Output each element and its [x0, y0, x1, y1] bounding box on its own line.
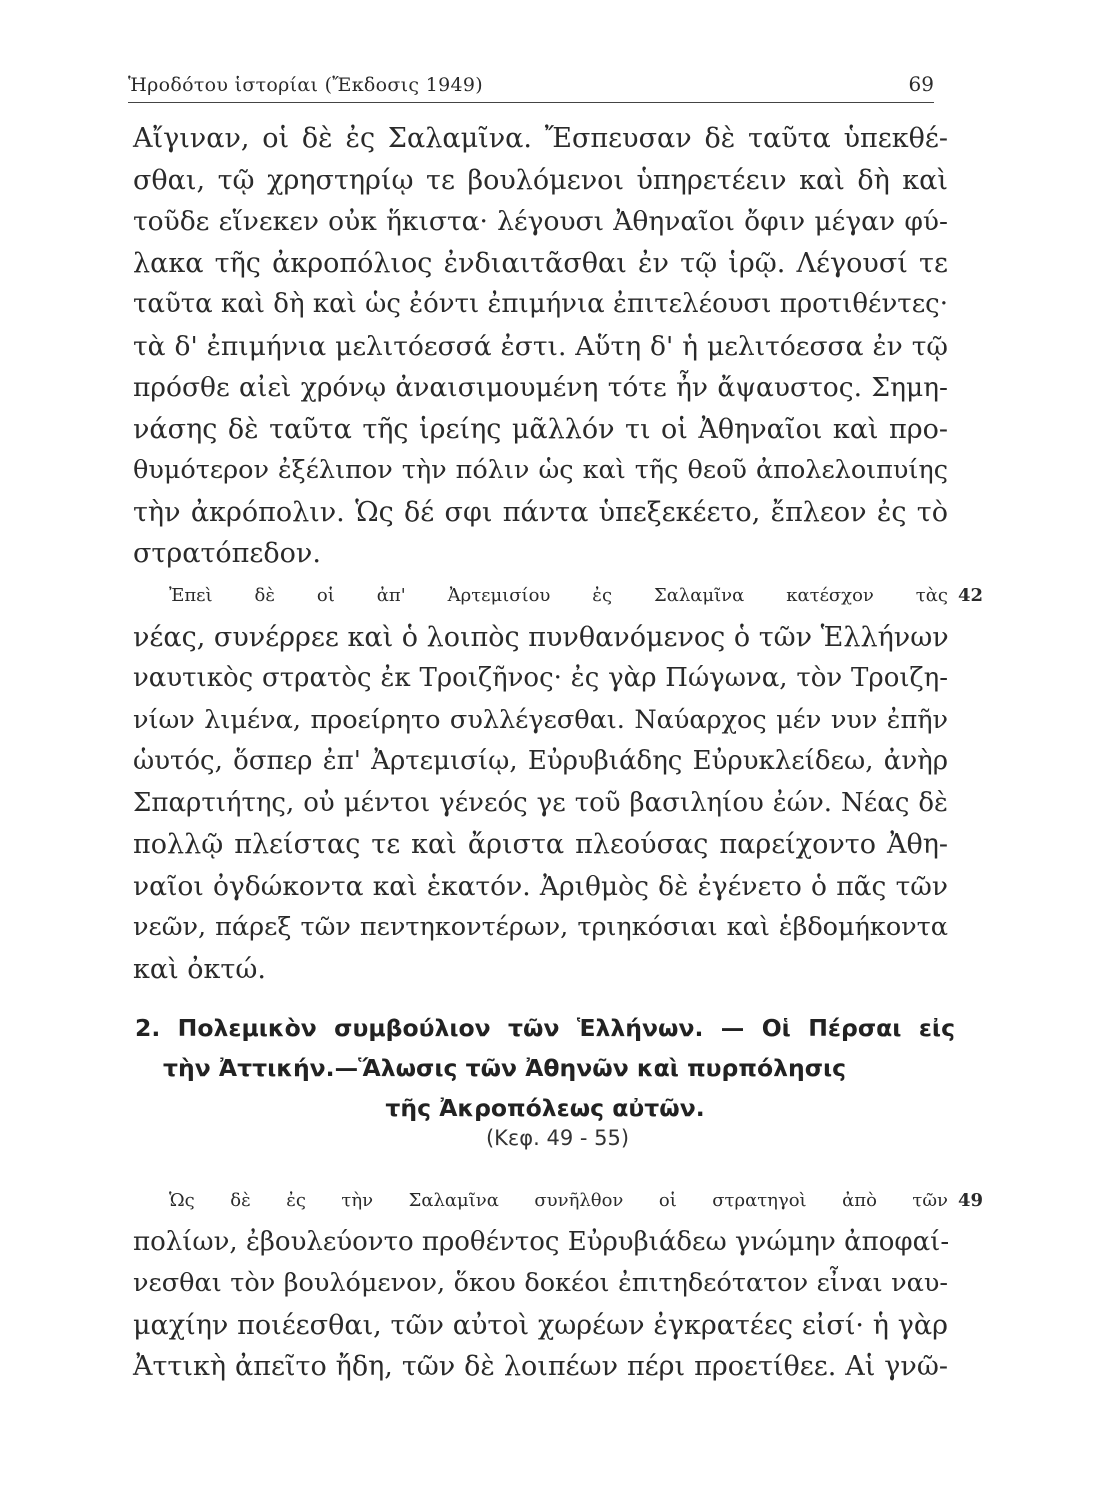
- text-line: μαχίην ποιέεσθαι, τῶν αὐτοὶ χωρέων ἐγκρατέες εἰσί· ἡ γὰρ: [133, 1309, 948, 1341]
- text-line: πολίων, ἐβουλεύοντο προθέντος Εὐρυβιάδεω γνώμην ἀποφαί-: [133, 1226, 950, 1257]
- text-line: πρόσθε αἰεὶ χρόνῳ ἀναισιμουμένη τότε ἦν ἄψαυστος. Σημη-: [133, 372, 948, 403]
- paragraph-2: [133, 575, 984, 990]
- chapter-reference: (Κεφ. 49 - 55): [485, 1126, 630, 1150]
- text-line: ναυτικὸς στρατὸς ἐκ Τροιζῆνος· ἐς γὰρ Πώγωνα, τὸν Τροιζη-: [133, 663, 948, 693]
- text-line: λακα τῆς ἀκροπόλιος ἐνδιαιτᾶσθαι ἐν τῷ ἱρῷ. Λέγουσί τε: [133, 247, 948, 279]
- text-line: σθαι, τῷ χρηστηρίῳ τε βουλόμενοι ὑπηρετέειν καὶ δὴ καὶ: [133, 164, 948, 196]
- page-number: 69: [908, 72, 934, 96]
- text-line: νεσθαι τὸν βουλόμενον, ὅκου δοκέοι ἐπιτηδεότατον εἶναι ναυ-: [133, 1268, 948, 1298]
- text-line: τὰ δ' ἐπιμήνια μελιτόεσσά ἐστι. Αὕτη δ' ἡ μελιτόεσσα ἐν τῷ: [133, 330, 948, 362]
- text-line: ὡυτός, ὅσπερ ἐπ' Ἀρτεμισίῳ, Εὐρυβιάδης Εὐρυκλείδεω, ἀνὴρ: [133, 746, 948, 776]
- text-line: ναῖοι ὀγδώκοντα καὶ ἑκατόν. Ἀριθμὸς δὲ ἐγένετο ὁ πᾶς τῶν: [133, 870, 948, 902]
- text-line: [133, 575, 984, 617]
- chapter-number-margin: 42: [958, 585, 984, 606]
- text-line: καὶ ὀκτώ.: [133, 953, 266, 985]
- text-line: νέας, συνέρρεε καὶ ὁ λοιπὸς πυνθανόμενος ὁ τῶν Ἑλλήνων: [133, 621, 949, 653]
- text-line: νάσης δὲ ταῦτα τῆς ἱρείης μᾶλλόν τι οἱ Ἀθηναῖοι καὶ προ-: [133, 413, 948, 445]
- text-line: ταῦτα καὶ δὴ καὶ ὡς ἐόντι ἐπιμήνια ἐπιτελέουσι προτιθέντες·: [133, 289, 948, 319]
- text-line: Ἀττικὴ ἀπεῖτο ἤδη, τῶν δὲ λοιπέων πέρι προετίθεε. Αἱ γνῶ-: [133, 1351, 948, 1382]
- text-line: [133, 1180, 984, 1222]
- text-line-content: Ὡς δὲ ἐς τὴν Σαλαμῖνα συνῆλθον οἱ στρατηγοὶ ἀπὸ τῶν: [169, 1190, 948, 1211]
- paragraph-1: [133, 118, 948, 575]
- text-line: στρατόπεδον.: [133, 538, 321, 569]
- running-header: [128, 70, 934, 103]
- text-line: νεῶν, πάρεξ τῶν πεντηκοντέρων, τριηκόσιαι καὶ ἑβδομήκοντα: [133, 912, 948, 942]
- text-line: Αἴγιναν, οἱ δὲ ἐς Σαλαμῖνα. Ἔσπευσαν δὲ ταῦτα ὑπεκθέ-: [133, 123, 948, 154]
- chapter-number-margin: 49: [958, 1190, 984, 1211]
- text-line: νίων λιμένα, προείρητο συλλέγεσθαι. Ναύαρχος μέν νυν ἐπῆν: [133, 704, 948, 735]
- text-line-content: Ἐπεὶ δὲ οἱ ἀπ' Ἀρτεμισίου ἐς Σαλαμῖνα κατέσχον τὰς: [169, 585, 948, 606]
- paragraph-3: [133, 1180, 984, 1388]
- text-line: θυμότερον ἐξέλιπον τὴν πόλιν ὡς καὶ τῆς θεοῦ ἀπολελοιπυίης: [133, 455, 948, 485]
- section-heading-line: τῆς Ἀκροπόλεως αὐτῶν.: [385, 1094, 705, 1122]
- text-line: τὴν ἀκρόπολιν. Ὡς δέ σφι πάντα ὑπεξεκέετο, ἔπλεον ἐς τὸ: [133, 496, 948, 528]
- section-heading-line: 2. Πολεμικὸν συμβούλιον τῶν Ἑλλήνων. — Οἱ Πέρσαι εἰς: [135, 1014, 955, 1042]
- text-line: πολλῷ πλείστας τε καὶ ἄριστα πλεούσας παρείχοντο Ἀθη-: [133, 829, 948, 860]
- section-heading: [135, 1008, 955, 1128]
- section-heading-line: τὴν Ἀττικήν.—Ἅλωσις τῶν Ἀθηνῶν καὶ πυρπόλησις: [163, 1054, 847, 1082]
- text-line: Σπαρτιήτης, οὐ μέντοι γένεός γε τοῦ βασιληίου ἐών. Νέας δὲ: [133, 787, 948, 818]
- book-title: Ἡροδότου ἱστορίαι (Ἔκδοσις 1949): [128, 74, 483, 96]
- text-line: τοῦδε εἵνεκεν οὐκ ἥκιστα· λέγουσι Ἀθηναῖοι ὄφιν μέγαν φύ-: [133, 206, 948, 237]
